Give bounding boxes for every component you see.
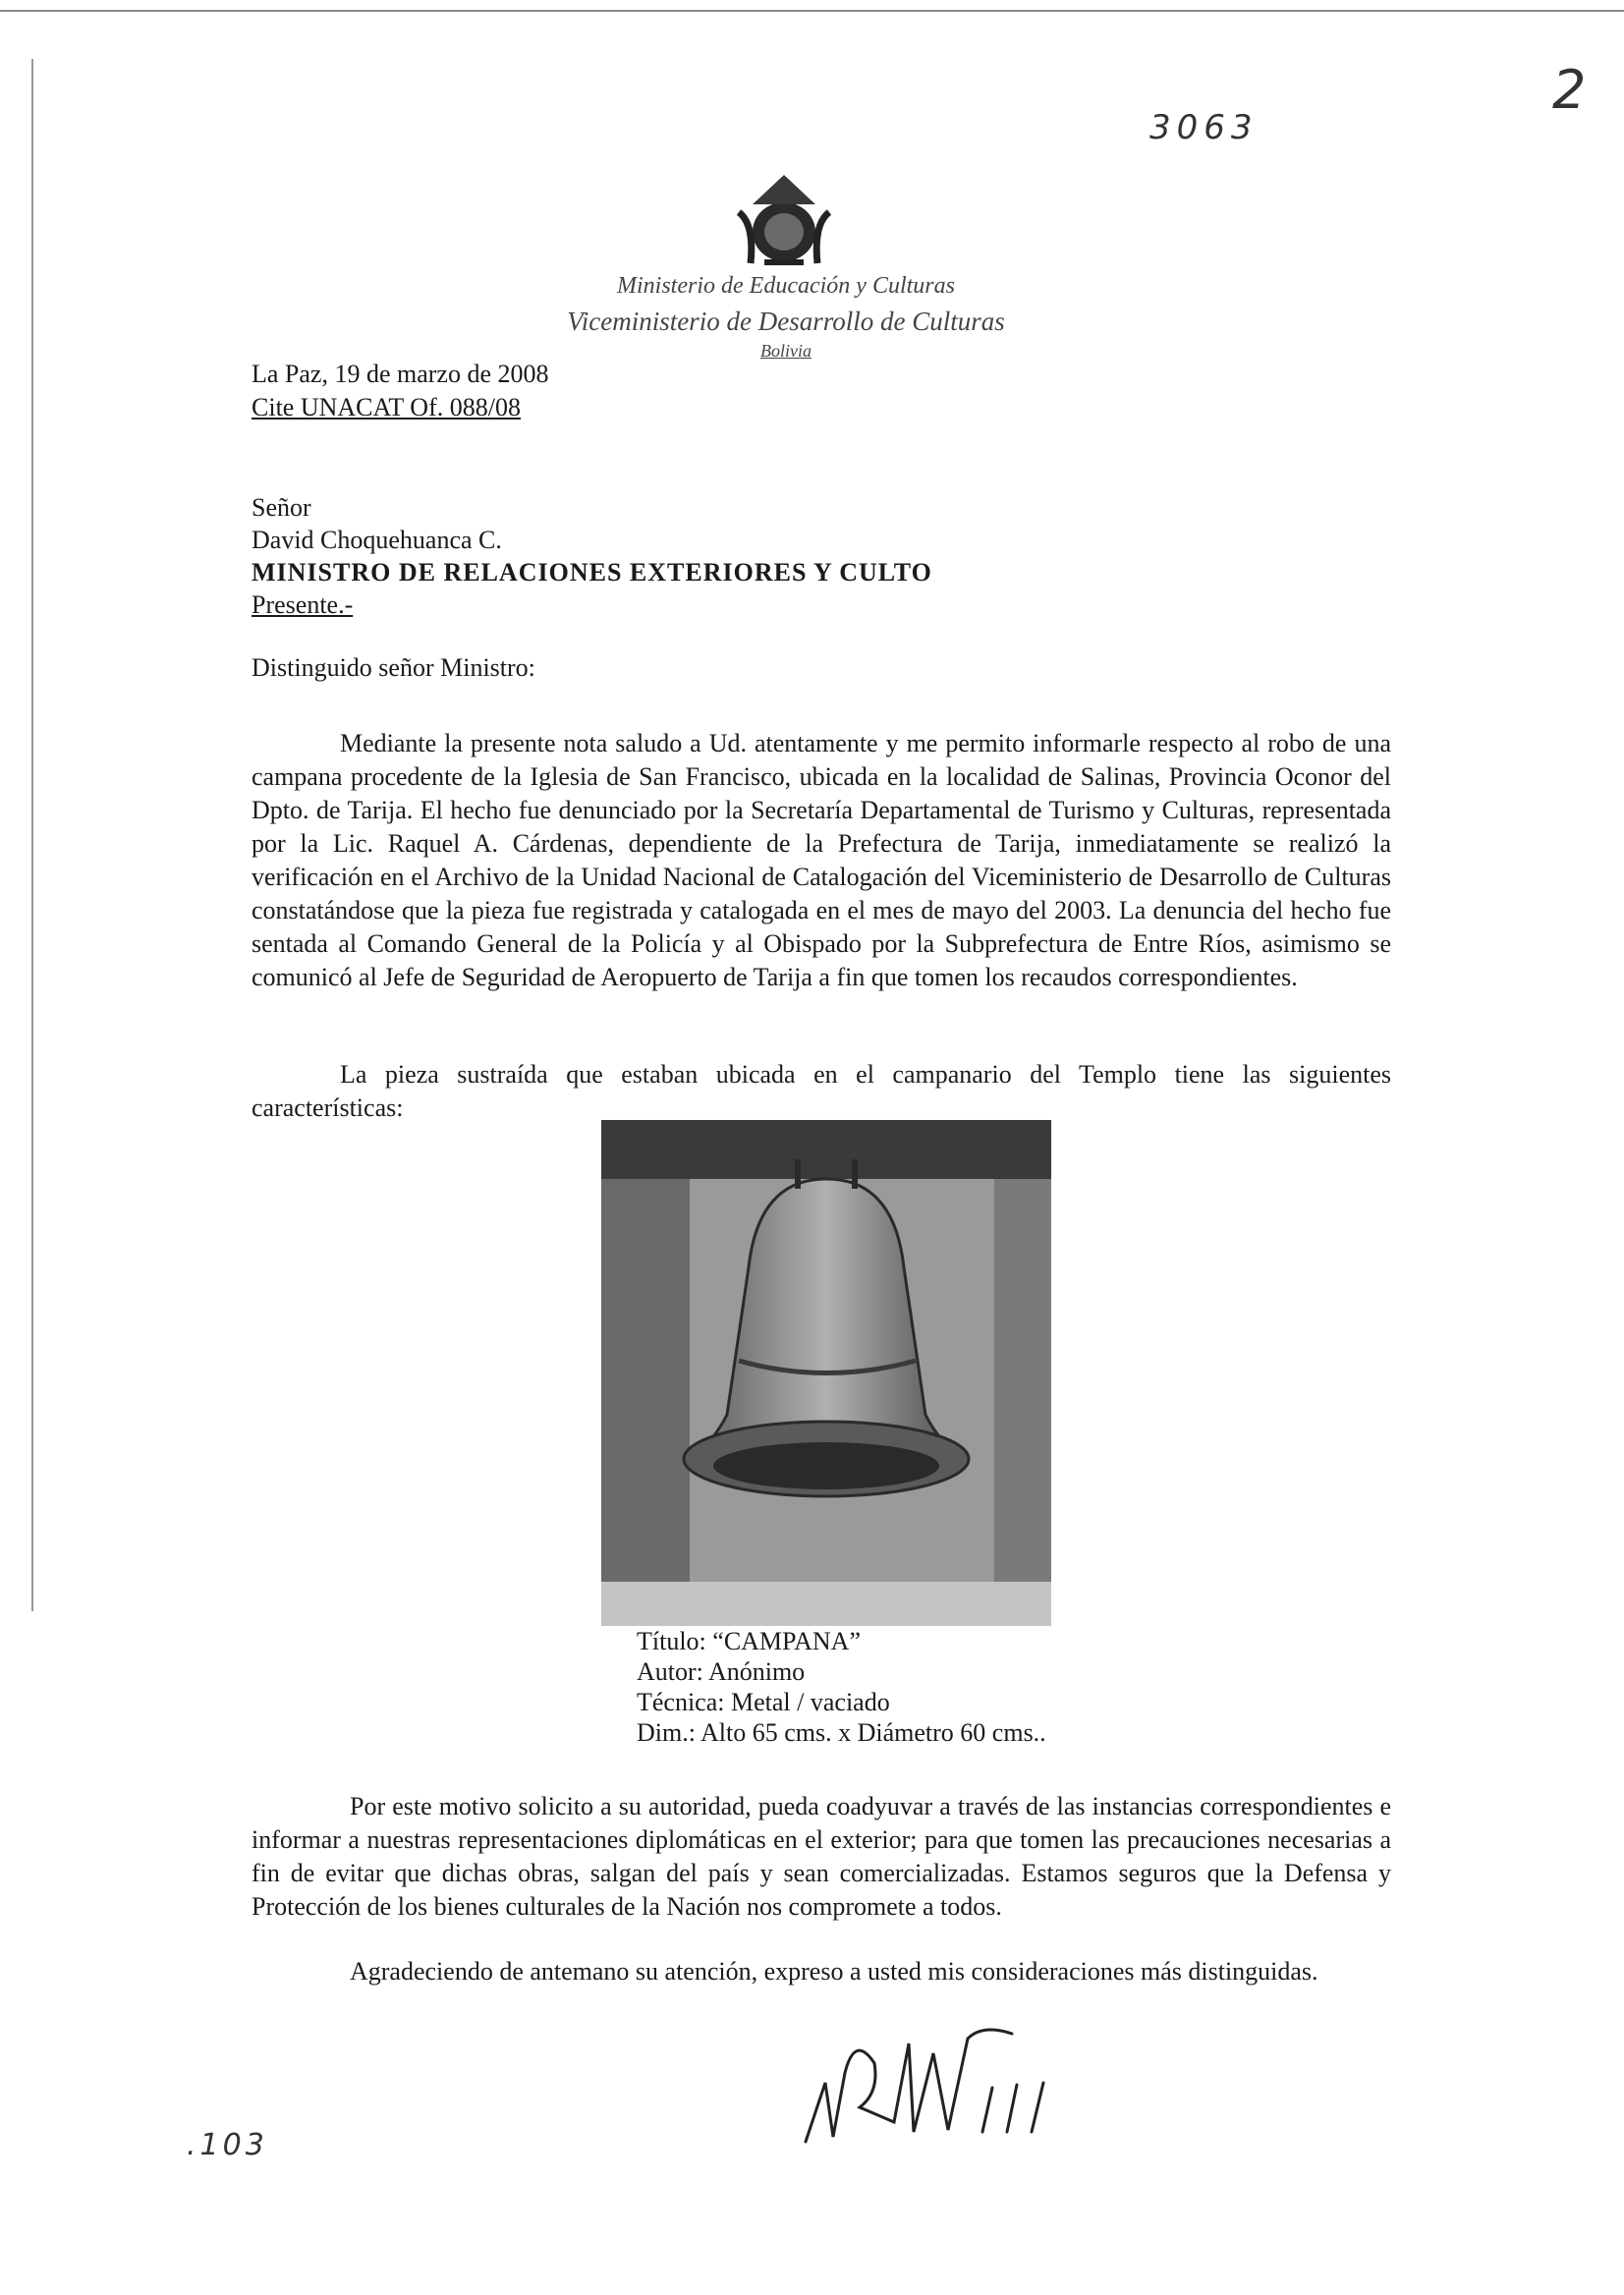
handwritten-page-number: .103	[187, 2128, 268, 2162]
bolivia-coat-of-arms-icon	[725, 165, 843, 273]
letter-date: La Paz, 19 de marzo de 2008	[252, 360, 549, 388]
body-paragraph-4: Agradeciendo de antemano su atención, expreso a usted mis consideraciones más distinguidas.	[350, 1957, 1318, 1986]
body-paragraph-2: La pieza sustraída que estaban ubicada en el campanario del Templo tiene las siguientes características:	[252, 1060, 1391, 1122]
addressee-presente: Presente.-	[252, 590, 354, 619]
greeting: Distinguido señor Ministro:	[252, 653, 535, 682]
letterhead-ministry: Ministerio de Educación y Culturas	[617, 273, 955, 299]
handwritten-corner-mark: 2	[1552, 59, 1587, 121]
artwork-dimensions: Dim.: Alto 65 cms. x Diámetro 60 cms..	[637, 1718, 1046, 1747]
artwork-details	[637, 1626, 1046, 1748]
scan-top-edge	[0, 10, 1624, 12]
addressee-name: David Choquehuanca C.	[252, 526, 502, 554]
handwritten-number: 3063	[1149, 108, 1259, 147]
letter-cite-number: Cite UNACAT Of. 088/08	[252, 393, 521, 421]
scan-margin-line	[29, 59, 35, 1611]
body-paragraph-3: Por este motivo solicito a su autoridad, pueda coadyuvar a través de las instancias correspondientes e informar a nuestras representaciones diplomáticas en el exterior; para que tomen las precauciones necesarias a fin de evitar que dichas obras, salgan del país y sean comercializadas. Estamos seguros que la Defensa y Protección de los bienes culturales de la Nación nos compromete a todos.	[252, 1792, 1391, 1921]
signature	[786, 2014, 1081, 2152]
body-paragraph-1: Mediante la presente nota saludo a Ud. atentamente y me permito informarle respecto al robo de una campana procedente de la Iglesia de San Francisco, ubicada en la localidad de Salinas, Provincia Oconor del Dpto. de Tarija. El hecho fue denunciado por la Secretaría Departamental de Turismo y Culturas, representada por la Lic. Raquel A. Cárdenas, dependiente de la Prefectura de Tarija, inmediatamente se realizó la verificación en el Archivo de la Unidad Nacional de Catalogación del Viceministerio de Desarrollo de Culturas constatándose que la pieza fue registrada y catalogada en el mes de mayo del 2003. La denuncia del hecho fue sentada al Comando General de la Policía y al Obispado por la Subprefectura de Entre Ríos, asimismo se comunicó al Jefe de Seguridad de Aeropuerto de Tarija a fin que tomen los recaudos correspondientes.	[252, 729, 1391, 991]
artwork-title: Título: “CAMPANA”	[637, 1627, 861, 1655]
addressee-salutation: Señor	[252, 493, 311, 522]
bell-photo	[601, 1120, 1051, 1626]
artwork-author: Autor: Anónimo	[637, 1657, 806, 1686]
artwork-technique: Técnica: Metal / vaciado	[637, 1688, 890, 1716]
addressee-title: MINISTRO DE RELACIONES EXTERIORES Y CULTO	[252, 558, 932, 587]
letterhead-country: Bolivia	[760, 341, 812, 361]
letterhead-viceministry: Viceministerio de Desarrollo de Culturas	[567, 307, 1005, 336]
